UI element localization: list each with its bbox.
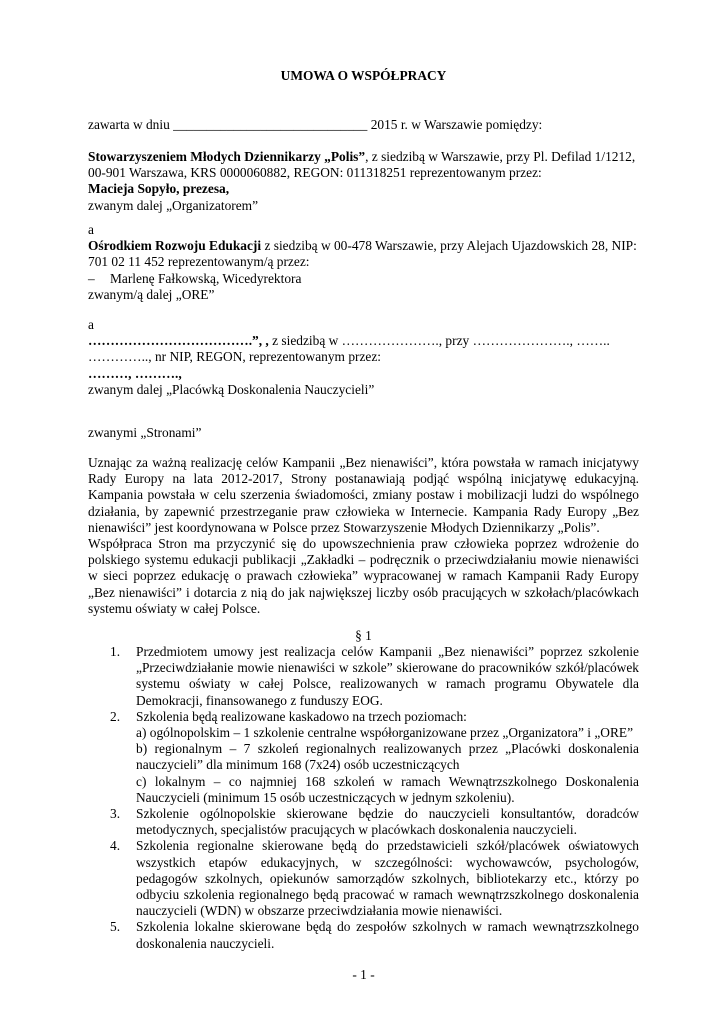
organizer-registry: 00-901 Warszawa, KRS 0000060882, REGON: 011318251 reprezentowanym przez: [88, 165, 542, 181]
item-number: 5. [110, 919, 121, 935]
item-line: a) ogólnopolskim – 1 szkolenie centralne współorganizowane przez „Organizatora” i „ORE” [136, 725, 634, 741]
conjunction-a: a [88, 317, 94, 332]
organizer-name: Stowarzyszeniem Młodych Dziennikarzy „Polis” [88, 149, 366, 164]
preamble-line: nienawiści” jest koordynowana w Polsce przez Stowarzyszenie Młodych Dziennikarzy „Polis”. [88, 519, 600, 535]
ore-representative: Marlenę Fałkowską, Wicedyrektora [110, 270, 302, 286]
preamble [88, 455, 639, 617]
party-ore [88, 222, 639, 303]
organizer-address: , z siedzibą w Warszawie, przy Pl. Defilad 1/1212, [365, 149, 636, 164]
list-item [88, 838, 639, 919]
intro-prefix: zawarta w dniu [88, 117, 170, 132]
institution-address: z siedzibą w …………………., przy …………………., …….. [268, 333, 610, 349]
item-number: 4. [110, 838, 121, 854]
item-line: pedagogów szkolnych, opiekunów samorządów szkolnych, bibliotekarzy etc., którzy po [136, 870, 639, 886]
preamble-line: w sieci poprzez edukację o prawach człowieka” wypracowanej w ramach Kampanii Rady Europy [88, 568, 639, 584]
preamble-line: Uznając za ważną realizację celów Kampanii „Bez nienawiści”, która powstała w ramach inicjatywy [88, 455, 639, 470]
item-line: Szkolenia lokalne skierowane będą do zespołów szkolnych w ramach wewnątrzszkolnego [136, 919, 639, 935]
institution-alias: zwanym dalej „Placówką Doskonalenia Nauczycieli” [88, 381, 375, 397]
ore-alias: zwanym/ą dalej „ORE” [88, 286, 215, 302]
preamble-line: Rady Europy na lata 2012-2017, Strony postanawiają podjąć wspólną inicjatywę edukacyjną. [88, 471, 639, 487]
ore-address: z siedzibą w 00-478 Warszawie, przy Alejach Ujazdowskich 28, NIP: [261, 238, 637, 254]
document-title: UMOWA O WSPÓŁPRACY [280, 68, 447, 83]
item-line: odbyciu szkolenia regionalnego będą pracować w ramach wewnątrzszkolnego doskonalenia [136, 887, 639, 903]
item-line: Szkolenia regionalne skierowane będą do przedstawicieli szkół/placówek oświatowych [136, 838, 639, 854]
item-line: nauczycieli (WDN) w obszarze przeciwdziałania mowie nienawiści. [136, 903, 503, 919]
ore-representative-item [88, 271, 639, 287]
item-line: b) regionalnym – 7 szkoleń regionalnych realizowanych przez „Placówki doskonalenia [136, 741, 639, 757]
item-line: „Przeciwdziałanie mowie nienawiści w szkole” skierowane do pracowników szkół/placówek [136, 660, 639, 676]
ore-nip: 701 02 11 452 reprezentowanym/ą przez: [88, 254, 310, 270]
item-number: 3. [110, 806, 121, 822]
date-blank: _____________________________ [173, 117, 368, 132]
page-number: - 1 - [352, 967, 375, 982]
item-number: 2. [110, 708, 121, 724]
preamble-line: Kampania powstała w celu szerzenia świadomości, zmiany postaw i mobilizacji ludzi do wspólnego [88, 487, 639, 503]
item-line: Szkolenia będą realizowane kaskadowo na trzech poziomach: [136, 708, 467, 724]
intro-line [88, 117, 639, 133]
intro-suffix: 2015 r. w Warszawie pomiędzy: [370, 117, 543, 132]
item-line: systemu oświaty w całej Polsce, realizowanych w ramach programu Obywatele dla [136, 676, 639, 692]
section-points [88, 644, 639, 952]
preamble-line: działania, by zapewnić przestrzeganie praw człowieka w Internecie. Kampania Rady Europy „Bez [88, 503, 639, 519]
item-line: Szkolenie ogólnopolskie skierowane będzie do nauczycieli konsultantów, doradców [136, 806, 639, 822]
list-item [88, 919, 639, 951]
institution-registry: ………….., nr NIP, REGON, reprezentowanym przez: [88, 349, 382, 365]
preamble-line: systemu oświaty w całej Polsce. [88, 600, 261, 616]
organizer-alias: zwanym dalej „Organizatorem” [88, 197, 259, 213]
item-line: Demokracji, finansowanego z funduszy EOG. [136, 692, 383, 708]
preamble-line: polskiego systemu edukacji publikacji „Zakładki – podręcznik o przeciwdziałaniu mowie nienawiści [88, 552, 639, 568]
party-organizer [88, 149, 639, 214]
institution-name-placeholder: ……………………………….”, , [88, 333, 269, 349]
item-line: Przedmiotem umowy jest realizacja celów Kampanii „Bez nienawiści” poprzez szkolenie [136, 644, 639, 659]
list-item [88, 709, 639, 806]
institution-representative: ………, ………., [88, 365, 182, 381]
preamble-line: Współpraca Stron ma przyczynić się do upowszechnienia praw człowieka poprzez wdrożenie do [88, 536, 639, 552]
parties-alias: zwanymi „Stronami” [88, 425, 202, 440]
list-item [88, 806, 639, 838]
item-line: wszystkich etapów edukacyjnych, w szczególności: wychowawców, psychologów, [136, 854, 639, 870]
item-line: Nauczycieli (minimum 15 osób uczestniczących w jednym szkoleniu). [136, 789, 515, 805]
dash-bullet: – [88, 270, 95, 286]
list-item [88, 644, 639, 709]
party-teacher-institution [88, 317, 639, 398]
conjunction-a: a [88, 222, 94, 237]
ore-name: Ośrodkiem Rozwoju Edukacji [88, 238, 262, 254]
organizer-representative: Macieja Sopyło, prezesa, [88, 181, 230, 197]
item-number: 1. [110, 644, 121, 659]
document-page [88, 0, 639, 1024]
item-line: metodycznych, specjalistów pracujących w placówkach doskonalenia nauczycieli. [136, 822, 577, 838]
section-mark: § 1 [355, 628, 372, 643]
preamble-line: „Bez nienawiści” i dotarcia z nią do jak największej liczby osób pracujących w szkołach/placówkach [88, 584, 639, 600]
item-line: c) lokalnym – co najmniej 168 szkoleń w ramach Wewnątrzszkolnego Doskonalenia [136, 773, 639, 789]
item-line: doskonalenia nauczycieli. [136, 935, 275, 951]
item-line: nauczycieli” dla minimum 168 (7x24) osób uczestniczących [136, 757, 460, 773]
